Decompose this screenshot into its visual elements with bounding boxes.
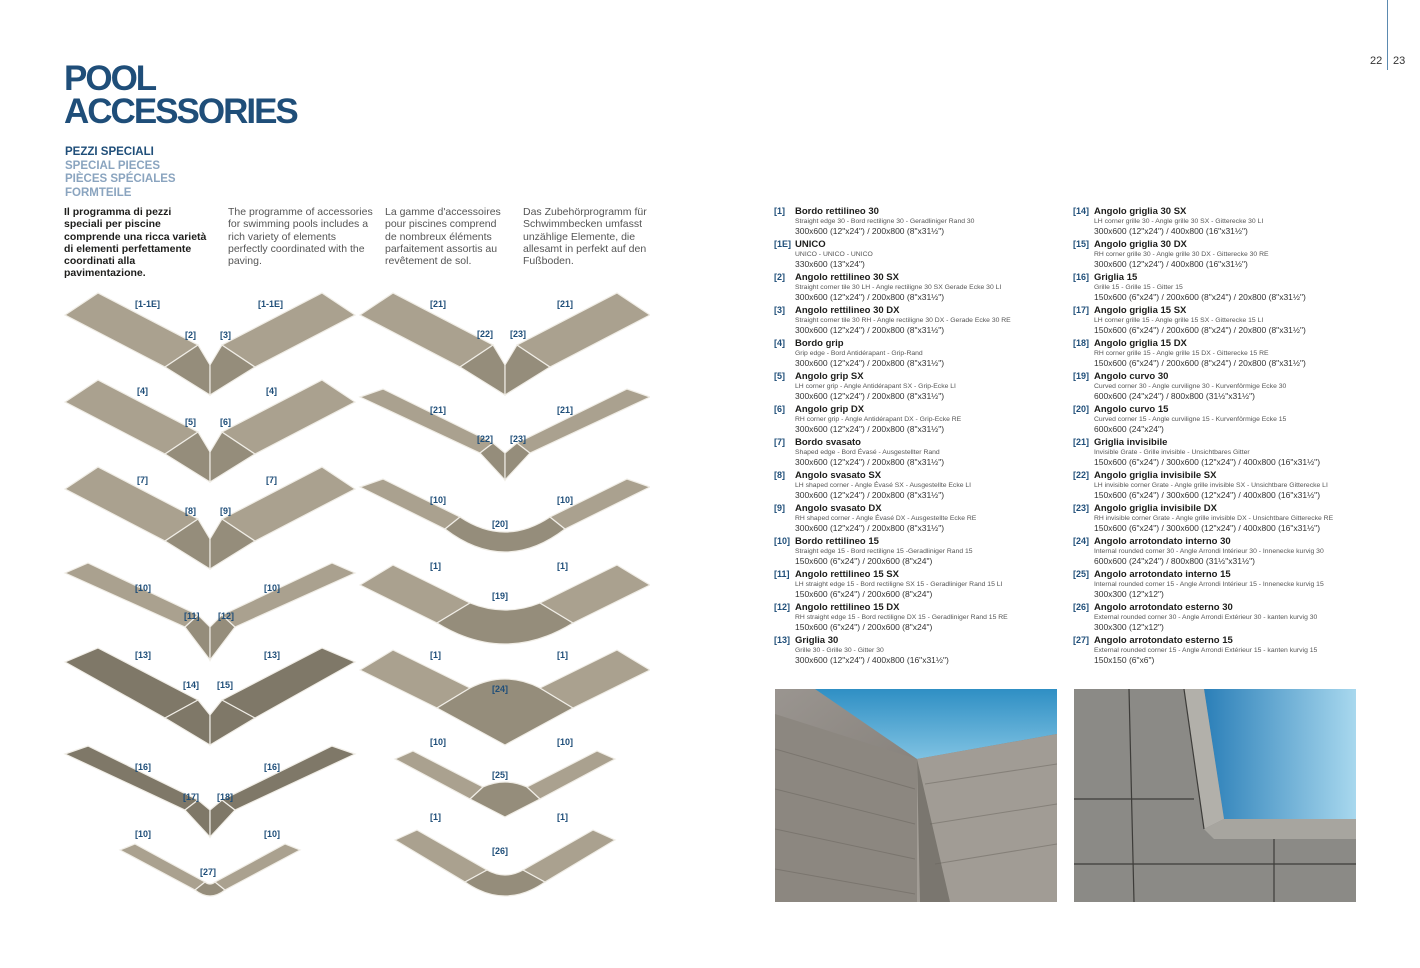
- product-description: Straight corner tile 30 RH - Angle rectiligne 30 DX - Gerade Ecke 30 RE: [795, 317, 1011, 324]
- diagram-label: [25]: [492, 770, 509, 780]
- product-item: [774, 206, 1064, 239]
- product-description: Internal rounded corner 15 - Angle Arrondi Intérieur 15 - Innenecke kurvig 15: [1094, 581, 1324, 588]
- product-name: Bordo svasato: [795, 437, 861, 448]
- diagram-label: [16]: [264, 762, 281, 772]
- subtitle-italian: PEZZI SPECIALI: [65, 146, 154, 158]
- product-size: 300x600 (12"x24") / 200x800 (8"x31½"): [795, 292, 945, 302]
- product-name: Angolo rettilineo 15 DX: [795, 602, 900, 613]
- product-size: 300x600 (12"x24") / 200x800 (8"x31½"): [795, 325, 945, 335]
- product-code: [6]: [774, 404, 785, 414]
- diagram-label: [27]: [200, 867, 217, 877]
- product-item: [774, 371, 1064, 404]
- product-description: Curved corner 15 - Angle curviligne 15 - Kurvenförmige Ecke 15: [1094, 416, 1287, 423]
- diagram-label: [20]: [492, 519, 509, 529]
- product-item: [1073, 635, 1363, 668]
- product-code: [14]: [1073, 206, 1090, 216]
- product-item: [774, 404, 1064, 437]
- product-item: [774, 635, 1064, 668]
- product-code: [12]: [774, 602, 791, 612]
- product-size: 600x600 (24"x24"): [1094, 424, 1164, 434]
- diagram-label: [1]: [430, 812, 441, 822]
- product-name: Griglia 30: [795, 635, 839, 646]
- product-size: 300x600 (12"x24") / 200x800 (8"x31½"): [795, 490, 945, 500]
- product-size: 300x300 (12"x12"): [1094, 589, 1164, 599]
- product-description: LH corner grille 30 - Angle grille 30 SX - Gitterecke 30 LI: [1094, 218, 1264, 225]
- product-name: Angolo curvo 30: [1094, 371, 1169, 382]
- title-line-2: ACCESSORIES: [64, 92, 297, 131]
- product-code: [26]: [1073, 602, 1090, 612]
- product-code: [1E]: [774, 239, 792, 249]
- product-item: [774, 437, 1064, 470]
- product-item: [774, 503, 1064, 536]
- subtitle-french: PIÈCES SPÉCIALES: [65, 173, 176, 185]
- diagram-label: [19]: [492, 591, 509, 601]
- product-description: RH corner grip - Angle Antidérapant DX - Grip-Ecke RE: [795, 416, 962, 423]
- product-size: 150x600 (6"x24") / 300x600 (12"x24") / 400x800 (16"x31½"): [1094, 457, 1321, 467]
- diagram-label: [10]: [264, 829, 281, 839]
- product-item: [1073, 305, 1363, 338]
- product-size: 300x600 (12"x24") / 400x800 (16"x31½"): [1094, 259, 1248, 269]
- diagram-label: [4]: [266, 386, 277, 396]
- product-code: [21]: [1073, 437, 1090, 447]
- page-number-left: 22: [1370, 55, 1383, 67]
- diagram-label: [1-1E]: [135, 299, 161, 309]
- product-description: Grip edge - Bord Antidérapant - Grip-Rand: [795, 350, 923, 357]
- product-code: [1]: [774, 206, 785, 216]
- product-item: [1073, 404, 1363, 437]
- diagram-label: [1]: [557, 812, 568, 822]
- diagram-label: [10]: [264, 583, 281, 593]
- diagram-label: [1]: [430, 650, 441, 660]
- product-code: [11]: [774, 569, 790, 579]
- subtitle-english: SPECIAL PIECES: [65, 159, 161, 172]
- diagram-label: [7]: [266, 475, 277, 485]
- product-size: 300x600 (12"x24") / 200x800 (8"x31½"): [795, 424, 945, 434]
- product-description: Straight edge 30 - Bord rectiligne 30 - Geradliniger Rand 30: [795, 218, 975, 225]
- product-size: 150x600 (6"x24") / 200x600 (8"x24") / 20x800 (8"x31½"): [1094, 292, 1306, 302]
- product-code: [22]: [1073, 470, 1090, 480]
- product-name: Angolo rettilineo 30 SX: [795, 272, 899, 283]
- product-name: Angolo svasato DX: [795, 503, 882, 514]
- diagram-label: [5]: [185, 417, 196, 427]
- diagram-label: [2]: [185, 330, 196, 340]
- product-name: Angolo arrotondato esterno 30: [1094, 602, 1233, 613]
- diagram-label: [26]: [492, 846, 509, 856]
- diagram-label: [1-1E]: [258, 299, 284, 309]
- diagram-label: [21]: [557, 405, 574, 415]
- product-code: [9]: [774, 503, 785, 513]
- product-size: 300x600 (12"x24") / 200x800 (8"x31½"): [795, 523, 945, 533]
- product-size: 300x600 (12"x24") / 200x800 (8"x31½"): [795, 226, 945, 236]
- page-number-divider: [1387, 0, 1388, 70]
- product-item: [1073, 338, 1363, 371]
- product-name: Griglia invisibile: [1094, 437, 1168, 448]
- product-description: UNICO - UNICO - UNICO: [795, 251, 873, 258]
- product-code: [3]: [774, 305, 785, 315]
- intro-italian: Il programma di pezzi speciali per piscine comprende una ricca varietà di elementi perfettamente coordinati alla pavimentazione.: [64, 206, 207, 280]
- tile-layout-diagram: [60, 285, 650, 910]
- diagram-row-l1: [65, 293, 355, 395]
- page-title: [64, 59, 297, 131]
- product-code: [24]: [1073, 536, 1090, 546]
- diagram-label: [22]: [477, 329, 494, 339]
- diagram-row-l6: [65, 746, 355, 837]
- intro-french: La gamme d'accessoires pour piscines comprend de nombreux éléments parfaitement assortis au revêtement de sol.: [385, 206, 501, 268]
- product-item: [1073, 371, 1363, 404]
- product-code: [10]: [774, 536, 791, 546]
- product-name: Angolo curvo 15: [1094, 404, 1169, 415]
- diagram-label: [4]: [137, 386, 148, 396]
- diagram-row-r7: [395, 812, 615, 896]
- product-code: [20]: [1073, 404, 1090, 414]
- product-code: [2]: [774, 272, 785, 282]
- product-description: RH invisible corner Grate - Angle grille invisible DX - Unsichtbare Gitterecke RE: [1094, 515, 1334, 522]
- product-item: [774, 338, 1064, 371]
- intro-english: The programme of accessories for swimming pools includes a rich variety of elements perfectly coordinated with the paving.: [228, 206, 373, 268]
- diagram-label: [8]: [185, 506, 196, 516]
- diagram-label: [13]: [264, 650, 281, 660]
- product-size: 600x600 (24"x24") / 800x800 (31½"x31½"): [1094, 556, 1255, 566]
- diagram-label: [21]: [430, 405, 447, 415]
- product-name: Angolo arrotondato esterno 15: [1094, 635, 1233, 646]
- product-size: 150x600 (6"x24") / 200x600 (8"x24"): [795, 556, 933, 566]
- page-number-right: 23: [1393, 55, 1406, 67]
- product-item: [774, 569, 1064, 602]
- product-description: LH shaped corner - Angle Évasé SX - Ausgestellte Ecke LI: [795, 482, 972, 489]
- subtitle-german: FORMTEILE: [65, 186, 132, 199]
- diagram-row-l4: [65, 563, 355, 660]
- product-item: [1073, 536, 1363, 569]
- product-item: [1073, 437, 1363, 470]
- product-name: Angolo griglia invisibile SX: [1094, 470, 1217, 481]
- diagram-label: [11]: [184, 611, 200, 621]
- diagram-label: [10]: [430, 495, 447, 505]
- diagram-label: [10]: [135, 583, 152, 593]
- product-code: [4]: [774, 338, 785, 348]
- product-item: [774, 305, 1064, 338]
- intro-german: Das Zubehörprogramm für Schwimmbecken umfasst unzählige Elemente, die allesamt in perfekt auf den Fußboden.: [523, 206, 647, 268]
- title-line-1: POOL: [64, 59, 156, 98]
- diagram-label: [7]: [137, 475, 148, 485]
- diagram-label: [13]: [135, 650, 152, 660]
- diagram-row-r4: [360, 561, 650, 644]
- product-name: Angolo grip SX: [795, 371, 864, 382]
- product-description: External rounded corner 30 - Angle Arrondi Extérieur 30 - kanten kurvig 30: [1094, 614, 1318, 621]
- product-item: [774, 536, 1064, 569]
- product-description: LH corner grille 15 - Angle grille 15 SX - Gitterecke 15 LI: [1094, 317, 1264, 324]
- diagram-label: [24]: [492, 684, 509, 694]
- product-item: [774, 239, 1064, 272]
- product-code: [25]: [1073, 569, 1090, 579]
- product-description: Curved corner 30 - Angle curviligne 30 - Kurvenförmige Ecke 30: [1094, 383, 1287, 390]
- product-item: [1073, 206, 1363, 239]
- product-description: Grille 15 - Grille 15 - Gitter 15: [1094, 284, 1183, 291]
- product-description: RH shaped corner - Angle Évasé DX - Ausgestellte Ecke RE: [795, 515, 977, 522]
- product-item: [774, 272, 1064, 305]
- diagram-row-r1: [360, 293, 650, 395]
- diagram-label: [9]: [220, 506, 231, 516]
- product-description: RH corner grille 15 - Angle grille 15 DX - Gitterecke 15 RE: [1094, 350, 1269, 357]
- product-description: External rounded corner 15 - Angle Arrondi Extérieur 15 - kanten kurvig 15: [1094, 647, 1318, 654]
- product-name: Bordo rettilineo 15: [795, 536, 879, 547]
- product-name: Angolo arrotondato interno 30: [1094, 536, 1231, 547]
- product-item: [1073, 470, 1363, 503]
- product-code: [13]: [774, 635, 791, 645]
- product-description: Straight corner tile 30 LH - Angle rectiligne 30 SX Gerade Ecke 30 LI: [795, 284, 1002, 291]
- product-description: Internal rounded corner 30 - Angle Arrondi Intérieur 30 - Innenecke kurvig 30: [1094, 548, 1324, 555]
- product-item: [1073, 503, 1363, 536]
- product-list-left: [774, 206, 1064, 668]
- product-name: Bordo rettilineo 30: [795, 206, 879, 217]
- product-item: [774, 470, 1064, 503]
- diagram-row-r2: [360, 389, 650, 480]
- product-code: [18]: [1073, 338, 1090, 348]
- diagram-label: [1]: [557, 561, 568, 571]
- product-size: 150x600 (6"x24") / 200x600 (8"x24"): [795, 622, 933, 632]
- pool-photo-wood-corner: [775, 689, 1057, 902]
- diagram-label: [1]: [430, 561, 441, 571]
- product-name: Angolo grip DX: [795, 404, 865, 415]
- product-name: Angolo rettilineo 15 SX: [795, 569, 899, 580]
- diagram-label: [10]: [430, 737, 447, 747]
- product-size: 300x600 (12"x24") / 200x800 (8"x31½"): [795, 358, 945, 368]
- diagram-label: [17]: [183, 792, 200, 802]
- product-description: Grille 30 - Grille 30 - Gitter 30: [795, 647, 884, 654]
- product-name: UNICO: [795, 239, 826, 250]
- product-code: [17]: [1073, 305, 1090, 315]
- diagram-label: [16]: [135, 762, 152, 772]
- product-description: Straight edge 15 - Bord rectiligne 15 -Geradliniger Rand 15: [795, 548, 973, 555]
- product-code: [27]: [1073, 635, 1090, 645]
- diagram-label: [22]: [477, 434, 494, 444]
- diagram-label: [15]: [217, 680, 234, 690]
- diagram-label: [18]: [217, 792, 234, 802]
- product-size: 150x600 (6"x24") / 200x600 (8"x24") / 20x800 (8"x31½"): [1094, 325, 1306, 335]
- diagram-label: [23]: [510, 329, 527, 339]
- product-code: [5]: [774, 371, 785, 381]
- diagram-label: [3]: [220, 330, 231, 340]
- product-name: Angolo griglia 30 SX: [1094, 206, 1187, 217]
- product-code: [16]: [1073, 272, 1090, 282]
- product-description: Invisible Grate - Grille invisible - Unsichtbares Gitter: [1094, 449, 1250, 456]
- product-size: 300x600 (12"x24") / 400x800 (16"x31½"): [795, 655, 949, 665]
- diagram-row-l5: [65, 648, 355, 745]
- product-code: [23]: [1073, 503, 1090, 513]
- diagram-label: [10]: [135, 829, 152, 839]
- diagram-label: [12]: [218, 611, 235, 621]
- product-item: [1073, 569, 1363, 602]
- product-name: Angolo svasato SX: [795, 470, 882, 481]
- product-size: 150x600 (6"x24") / 300x600 (12"x24") / 400x800 (16"x31½"): [1094, 490, 1321, 500]
- product-name: Angolo griglia invisibile DX: [1094, 503, 1217, 514]
- diagram-label: [1]: [557, 650, 568, 660]
- product-name: Griglia 15: [1094, 272, 1138, 283]
- product-description: RH corner grille 30 - Angle grille 30 DX - Gitterecke 30 RE: [1094, 251, 1269, 258]
- product-item: [1073, 602, 1363, 635]
- diagram-label: [21]: [430, 299, 447, 309]
- product-size: 300x600 (12"x24") / 200x800 (8"x31½"): [795, 391, 945, 401]
- product-size: 300x600 (12"x24") / 400x800 (16"x31½"): [1094, 226, 1248, 236]
- product-description: LH straight edge 15 - Bord rectiligne SX 15 - Geradliniger Rand 15 LI: [795, 581, 1003, 588]
- product-code: [7]: [774, 437, 785, 447]
- diagram-label: [10]: [557, 737, 574, 747]
- product-list-right: [1073, 206, 1363, 668]
- diagram-label: [14]: [183, 680, 200, 690]
- product-size: 150x150 (6"x6"): [1094, 655, 1155, 665]
- product-name: Angolo griglia 15 SX: [1094, 305, 1187, 316]
- product-code: [15]: [1073, 239, 1090, 249]
- pool-photo-stone-edge: [1074, 689, 1356, 902]
- diagram-row-r5: [360, 650, 650, 745]
- product-name: Bordo grip: [795, 338, 844, 349]
- product-name: Angolo griglia 30 DX: [1094, 239, 1187, 250]
- subtitle-block: [65, 146, 176, 200]
- diagram-row-l7: [120, 829, 300, 896]
- product-size: 330x600 (13"x24"): [795, 259, 865, 269]
- product-size: 300x300 (12"x12"): [1094, 622, 1164, 632]
- product-code: [19]: [1073, 371, 1090, 381]
- product-item: [1073, 239, 1363, 272]
- product-description: LH invisible corner Grate - Angle grille invisible SX - Unsichtbare Gitterecke LI: [1094, 482, 1328, 489]
- product-code: [8]: [774, 470, 785, 480]
- diagram-label: [10]: [557, 495, 574, 505]
- product-size: 150x600 (6"x24") / 300x600 (12"x24") / 400x800 (16"x31½"): [1094, 523, 1321, 533]
- product-size: 300x600 (12"x24") / 200x800 (8"x31½"): [795, 457, 945, 467]
- product-name: Angolo arrotondato interno 15: [1094, 569, 1231, 580]
- product-name: Angolo rettilineo 30 DX: [795, 305, 900, 316]
- product-description: RH straight edge 15 - Bord rectiligne DX 15 - Geradliniger Rand 15 RE: [795, 614, 1008, 621]
- diagram-label: [21]: [557, 299, 574, 309]
- product-size: 150x600 (6"x24") / 200x600 (8"x24"): [795, 589, 933, 599]
- diagram-label: [23]: [510, 434, 527, 444]
- product-item: [774, 602, 1064, 635]
- product-description: Shaped edge - Bord Évasé - Ausgestellter Rand: [795, 449, 940, 456]
- diagram-row-r3: [360, 479, 650, 552]
- diagram-label: [6]: [220, 417, 231, 427]
- product-size: 150x600 (6"x24") / 200x600 (8"x24") / 20x800 (8"x31½"): [1094, 358, 1306, 368]
- product-item: [1073, 272, 1363, 305]
- product-size: 600x600 (24"x24") / 800x800 (31½"x31½"): [1094, 391, 1255, 401]
- product-name: Angolo griglia 15 DX: [1094, 338, 1187, 349]
- diagram-row-r6: [395, 737, 615, 817]
- product-description: LH corner grip - Angle Antidérapant SX - Grip-Ecke LI: [795, 383, 956, 390]
